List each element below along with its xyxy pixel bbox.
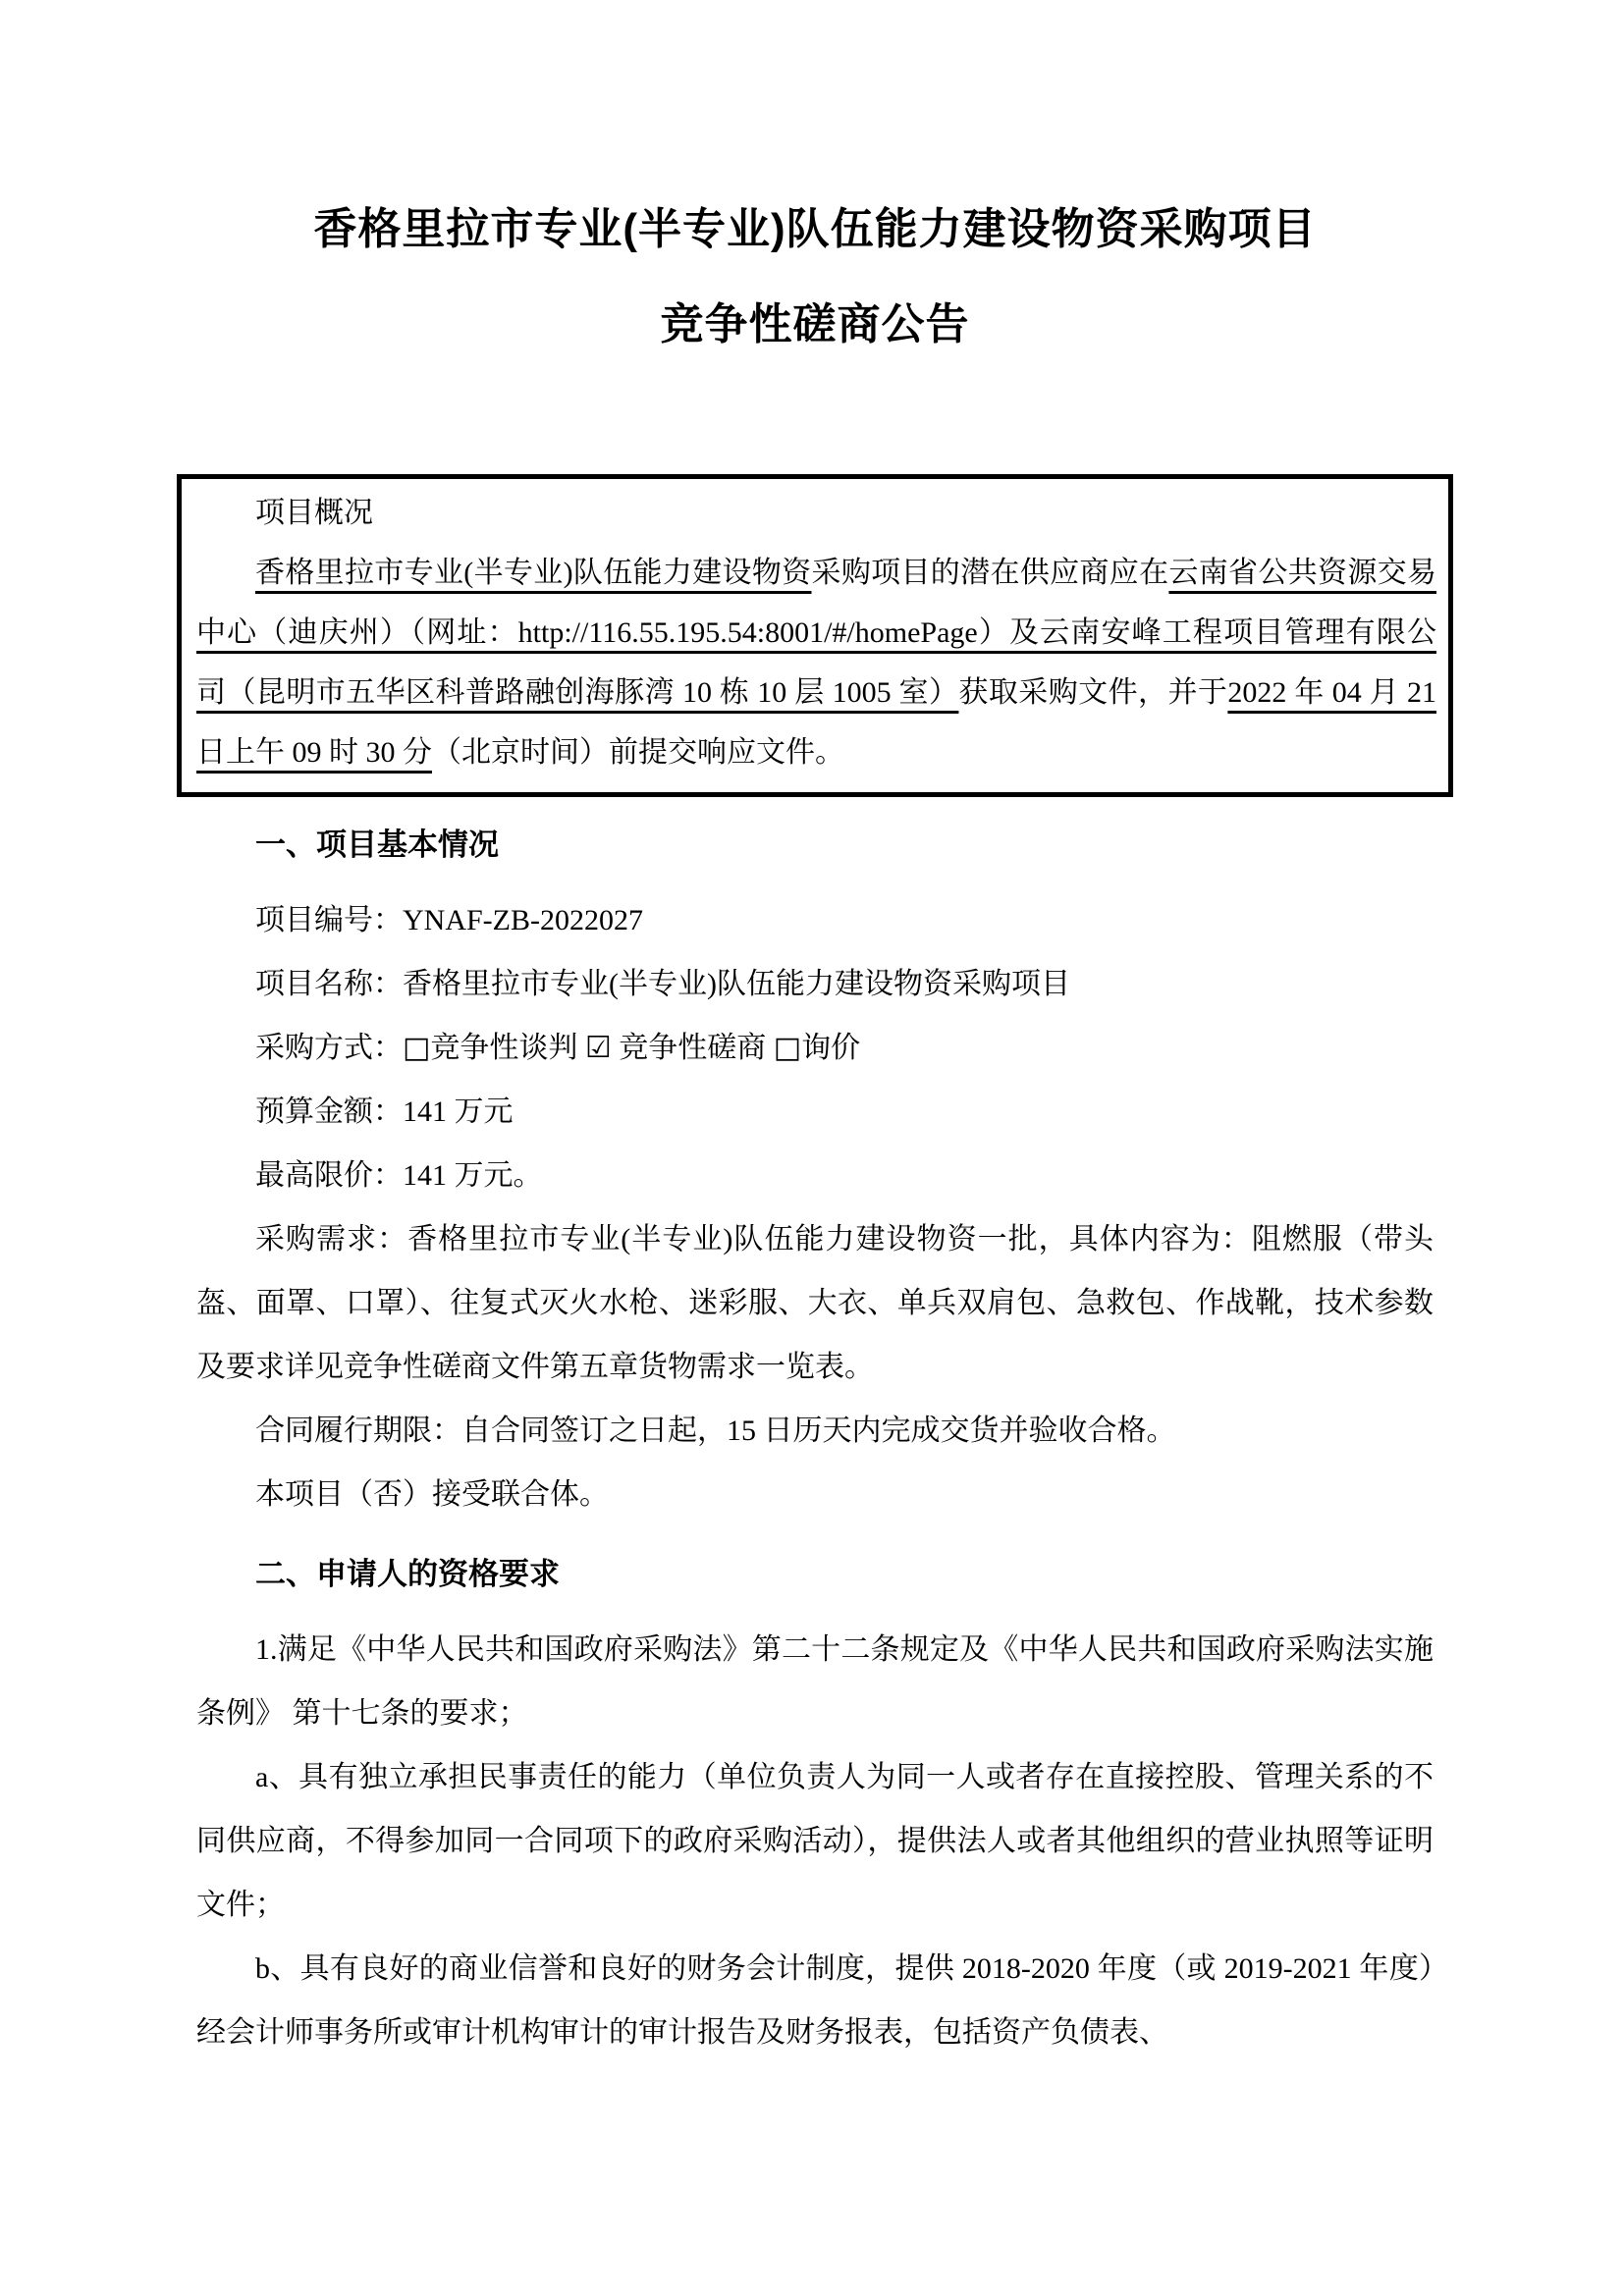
- procurement-requirements: [196, 1207, 1434, 1399]
- project-number: [196, 888, 1434, 952]
- text-run: 最高限价：141 万元。: [255, 1159, 543, 1192]
- section-heading-qualification: 二、申请人的资格要求: [255, 1557, 560, 1591]
- qualification-requirement-b: [196, 1937, 1434, 2064]
- section-basic-info: [196, 813, 1434, 1526]
- text-run: 项目概况: [255, 497, 373, 529]
- text-run: 竞争性磋商: [611, 1032, 774, 1064]
- document-title-line2: 竞争性磋商公告: [660, 300, 970, 348]
- text-run: 本项目（否）接受联合体。: [255, 1478, 609, 1511]
- consortium-statement: [196, 1463, 1434, 1526]
- text-run: 预算金额：141 万元: [255, 1095, 514, 1128]
- checkbox-checked-icon: ☑: [584, 1031, 612, 1065]
- project-name-underlined: 香格里拉市专业(半专业)队伍能力建设物资: [255, 557, 812, 589]
- qualification-requirement-a: [196, 1745, 1434, 1937]
- section-heading-basic-info: 一、项目基本情况: [255, 828, 499, 862]
- project-overview-box: [177, 474, 1453, 797]
- overview-label: [196, 483, 1436, 543]
- section-body-qualification: [196, 1618, 1434, 2064]
- section-qualification-requirements: [196, 1542, 1434, 2064]
- section-body-basic-info: [196, 888, 1434, 1526]
- submission-deadline: 2022 年 04 月 21 日上午 09 时 30 分: [196, 676, 1437, 769]
- document-title-line1: 香格里拉市专业(半专业)队伍能力建设物资采购项目: [313, 205, 1317, 253]
- text-run: 询价: [801, 1032, 861, 1064]
- text-run: 项目名称：香格里拉市专业(半专业)队伍能力建设物资采购项目: [255, 968, 1070, 1000]
- qualification-requirement-1: [196, 1618, 1434, 1745]
- document-acquisition-location: 云南省公共资源交易中心（迪庆州）（网址：http://116.55.195.54:8001/#/homePage）及云南安峰工程项目管理有限公司（昆明市五华区科普路融创海豚湾 10 栋 10 层 1005 室）: [196, 557, 1437, 709]
- overview-summary: [196, 543, 1436, 782]
- checkbox-unchecked-icon: □: [773, 1031, 802, 1065]
- procurement-method: [196, 1016, 1434, 1080]
- text-run: 获取采购文件，并于: [958, 676, 1228, 709]
- text-run: （北京时间）前提交响应文件。: [432, 736, 844, 769]
- text-run: 采购项目的潜在供应商应在: [811, 557, 1169, 589]
- checkbox-unchecked-icon: □: [403, 1031, 431, 1065]
- contract-performance-period: [196, 1399, 1434, 1463]
- text-run: 1.满足《中华人民共和国政府采购法》第二十二条规定及《中华人民共和国政府采购法实施条例》 第十七条的要求；: [196, 1633, 1434, 1730]
- text-run: 采购方式：: [255, 1032, 403, 1064]
- project-name: [196, 952, 1434, 1016]
- text-run: 采购需求：香格里拉市专业(半专业)队伍能力建设物资一批，具体内容为：阻燃服（带头盔、面罩、口罩）、往复式灭火水枪、迷彩服、大衣、单兵双肩包、急救包、作战靴，技术参数及要求详见竞争性磋商文件第五章货物需求一览表。: [196, 1223, 1434, 1383]
- text-run: b、具有良好的商业信誉和良好的财务会计制度，提供 2018-2020 年度（或 2019-2021 年度）经会计师事务所或审计机构审计的审计报告及财务报表，包括资产负债表、: [196, 1952, 1434, 2049]
- text-run: 合同履行期限：自合同签订之日起，15 日历天内完成交货并验收合格。: [255, 1415, 1176, 1447]
- text-run: 竞争性谈判: [430, 1032, 585, 1064]
- max-price-limit: [196, 1144, 1434, 1207]
- budget-amount: [196, 1080, 1434, 1144]
- text-run: a、具有独立承担民事责任的能力（单位负责人为同一人或者存在直接控股、管理关系的不同供应商，不得参加同一合同项下的政府采购活动），提供法人或者其他组织的营业执照等证明文件；: [196, 1761, 1434, 1921]
- text-run: 项目编号：YNAF-ZB-2022027: [255, 904, 643, 936]
